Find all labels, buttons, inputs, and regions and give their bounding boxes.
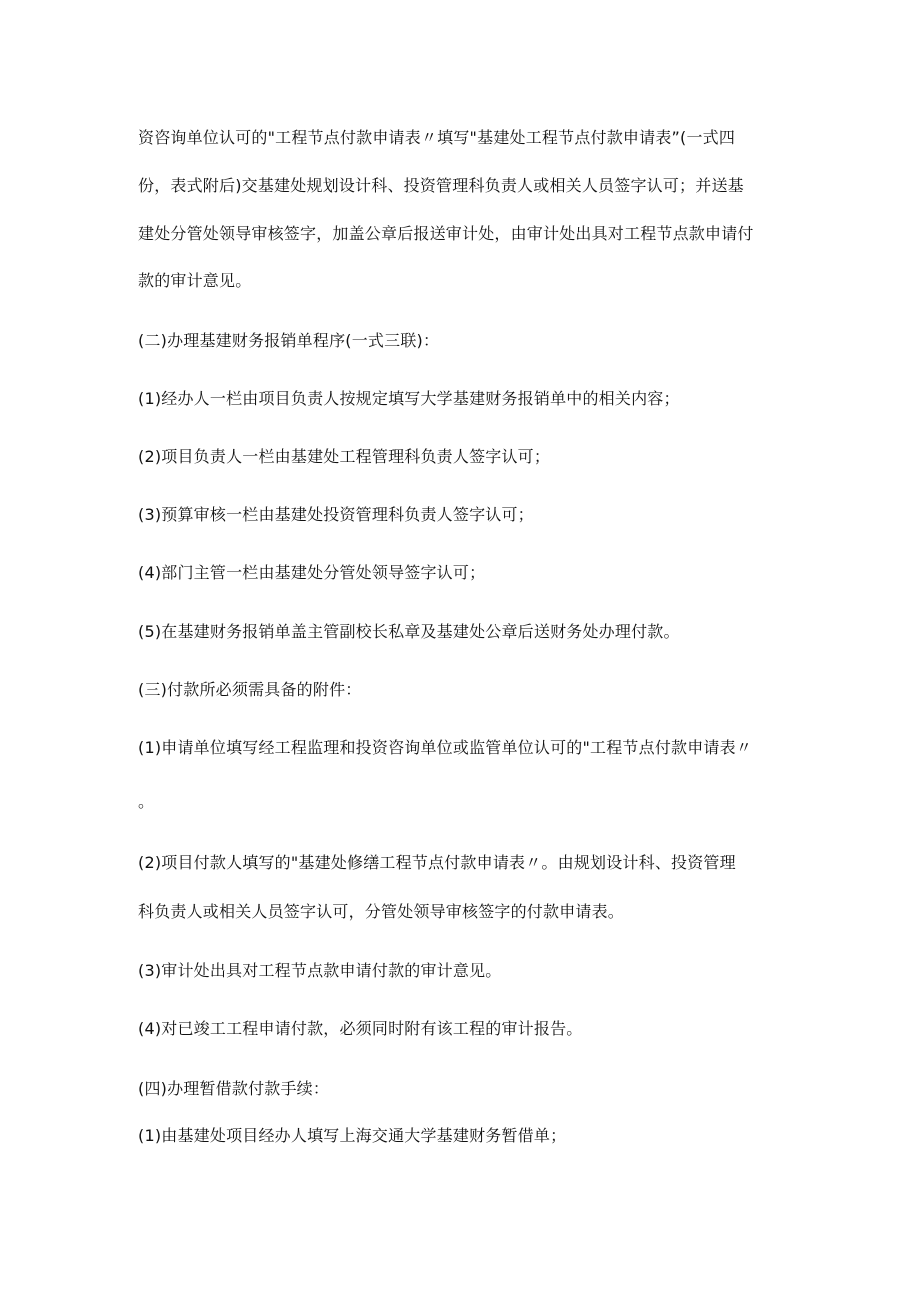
paragraph-line: 建处分管处领导审核签字，加盖公章后报送审计处，由审计处出具对工程节点款申请付 [138, 224, 754, 243]
list-item: (2)项目付款人填写的"基建处修缮工程节点付款申请表〃。由规划设计科、投资管理 [138, 853, 736, 872]
list-item: (5)在基建财务报销单盖主管副校长私章及基建处公章后送财务处办理付款。 [138, 622, 680, 641]
list-item: (4)部门主管一栏由基建处分管处领导签字认可； [138, 563, 486, 582]
section-heading: (三)付款所必须需具备的附件： [138, 680, 362, 699]
paragraph-line: 资咨询单位认可的"工程节点付款申请表〃填写"基建处工程节点付款申请表”(一式四 [138, 128, 736, 147]
section-heading: (二)办理基建财务报销单程序(一式三联)： [138, 331, 440, 350]
paragraph-line: 款的审计意见。 [138, 271, 252, 290]
list-item-continuation: 。 [138, 792, 155, 811]
section-heading: (四)办理暂借款付款手续： [138, 1079, 330, 1098]
paragraph-line: 份，表式附后)交基建处规划设计科、投资管理科负责人或相关人员签字认可；并送基 [138, 176, 744, 195]
list-item: (1)经办人一栏由项目负责人按规定填写大学基建财务报销单中的相关内容； [138, 389, 680, 408]
list-item: (1)申请单位填写经工程监理和投资咨询单位或监管单位认可的"工程节点付款申请表〃 [138, 738, 753, 757]
list-item: (1)由基建处项目经办人填写上海交通大学基建财务暂借单； [138, 1126, 567, 1145]
list-item: (4)对已竣工工程申请付款，必须同时附有该工程的审计报告。 [138, 1019, 583, 1038]
list-item: (3)预算审核一栏由基建处投资管理科负责人签字认可； [138, 505, 534, 524]
list-item: (2)项目负责人一栏由基建处工程管理科负责人签字认可； [138, 447, 551, 466]
list-item: (3)审计处出具对工程节点款申请付款的审计意见。 [138, 961, 502, 980]
list-item-continuation: 科负责人或相关人员签字认可，分管处领导审核签字的付款申请表。 [138, 902, 625, 921]
